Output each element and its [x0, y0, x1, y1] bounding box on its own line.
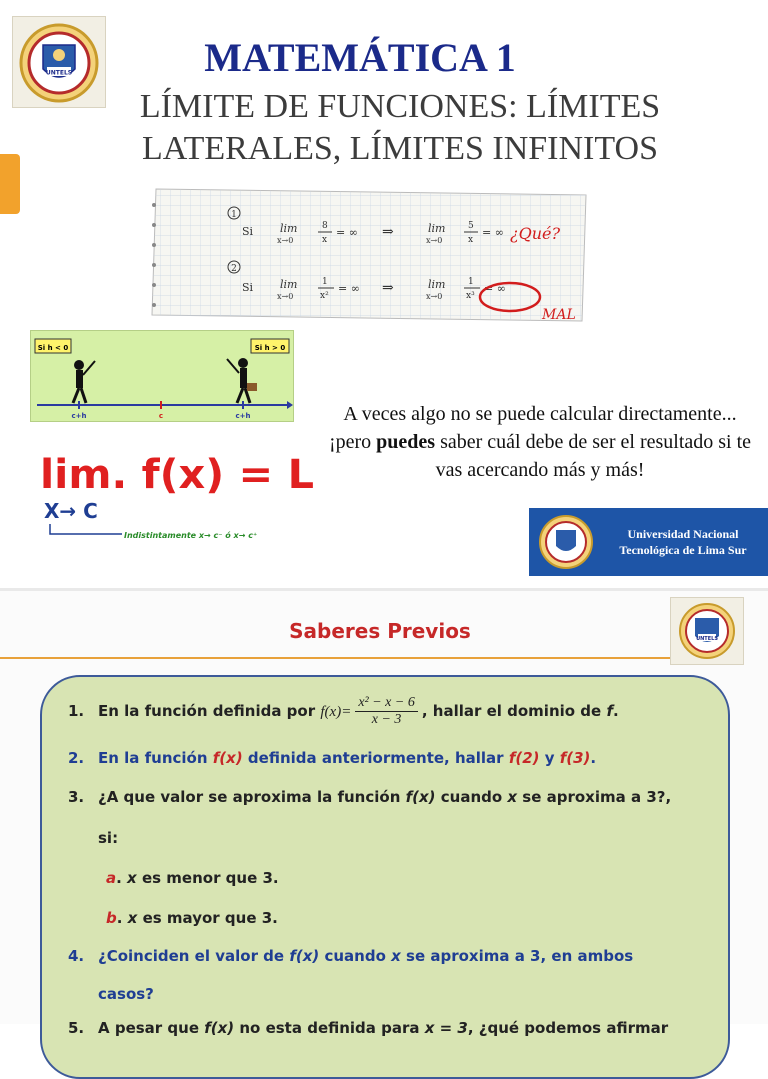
limit-approach: X→ C [44, 499, 98, 523]
row1-lim: lim [280, 222, 298, 235]
slide-subtitle [70, 86, 730, 170]
fraction: $\frac{\text{x² − x − 6}}{x - 3}$ [355, 695, 418, 728]
question-3a: a. x es menor que 3. [106, 869, 279, 887]
limit-note: Indistintamente x→ c⁻ ó x→ c⁺ [124, 531, 258, 540]
person-right-icon [227, 358, 257, 403]
badge-1: 1 [231, 210, 237, 220]
row2-annotation: MAL [542, 307, 576, 323]
row1-rhs: = ∞ [482, 226, 504, 239]
question-2: 2. En la función f(x) definida anteriormente, hallar f(2) y f(3). [68, 749, 597, 767]
slide-2-title: Saberes Previos [289, 619, 471, 643]
question-4: 4. ¿Coinciden el valor de f(x) cuando x se aproxima a 3, en ambos [68, 947, 634, 965]
row1-lim2: lim [428, 222, 446, 235]
approach-illustration [30, 330, 294, 422]
logo-text-small: UNTELS [696, 636, 718, 642]
limit-notation [36, 440, 336, 550]
banner-text [603, 526, 763, 558]
question-5: 5. A pesar que f(x) no esta definida para x = 3, ¿qué podemos afirmar [68, 1019, 669, 1037]
row2-den2: x³ [466, 291, 475, 301]
question-1: 1. En la función definida por f(x)= $\frac{\text{x² − x − 6}}{x - 3}$ , hallar el dominio de f. [68, 695, 619, 727]
tick-left: c+h [71, 412, 87, 420]
slide-title: MATEMÁTICA 1 [204, 35, 516, 80]
quote-part-2: saber cuál debe de ser el resultado si te vas acercando más y más! [435, 431, 752, 481]
row2-si: Si [242, 281, 254, 294]
row1-annotation: ¿Qué? [510, 224, 561, 243]
right-sign: Si h > 0 [254, 344, 286, 352]
row2-sub: x→0 [277, 292, 294, 301]
row2-lim: lim [280, 278, 298, 291]
orange-tab [0, 154, 20, 214]
subtitle-line-2: LATERALES, LÍMITES INFINITOS [142, 130, 658, 167]
crest-small-icon [671, 598, 743, 664]
university-logo-small [670, 597, 744, 665]
notebook-image [150, 185, 590, 325]
row2-sub2: x→0 [426, 292, 443, 301]
row1-sub: x→0 [277, 236, 294, 245]
row2-den: x² [320, 291, 329, 301]
row1-si: Si [242, 225, 254, 238]
row2-num2: 1 [468, 277, 474, 287]
person-left-icon [73, 360, 95, 403]
slide-2 [0, 591, 768, 1037]
banner-crest-icon [531, 508, 601, 576]
quote-part-1: A veces algo no se puede calcular directamente... ¡pero [328, 403, 737, 453]
banner-line-2: Tecnológica de Lima Sur [619, 543, 747, 557]
quote-bold: puedes [376, 431, 436, 453]
row2-lim2: lim [428, 278, 446, 291]
tick-right: c+h [235, 412, 251, 420]
row1-num2: 5 [468, 221, 474, 231]
title-underline [0, 657, 740, 659]
university-banner [529, 508, 768, 576]
row1-num: 8 [322, 221, 328, 231]
badge-2: 2 [231, 264, 237, 274]
logo-text: UNTELS [45, 69, 73, 77]
row1-den: x [322, 235, 328, 245]
row1-eq: = ∞ [336, 226, 358, 239]
question-3-line-2: si: [98, 829, 119, 847]
row2-rhs: = ∞ [484, 282, 506, 295]
question-4-line-2: casos? [98, 985, 154, 1003]
banner-line-1: Universidad Nacional [627, 527, 739, 541]
subtitle-line-1: LÍMITE DE FUNCIONES: LÍMITES [139, 88, 661, 125]
question-3b: b. x es mayor que 3. [106, 909, 278, 927]
limit-main: lim. f(x) = L [40, 452, 314, 498]
left-sign: Si h < 0 [37, 344, 69, 352]
row1-sub2: x→0 [426, 236, 443, 245]
row1-den2: x [468, 235, 474, 245]
quote-text [322, 400, 758, 484]
row2-eq: = ∞ [338, 282, 360, 295]
row2-num: 1 [322, 277, 328, 287]
row1-arrow: ⇒ [382, 224, 394, 240]
tick-mid: c [158, 412, 164, 420]
row2-arrow: ⇒ [382, 280, 394, 296]
questions-panel [40, 675, 730, 1079]
question-3: 3. ¿A que valor se aproxima la función f(x) cuando x se aproxima a 3?, [68, 788, 672, 806]
